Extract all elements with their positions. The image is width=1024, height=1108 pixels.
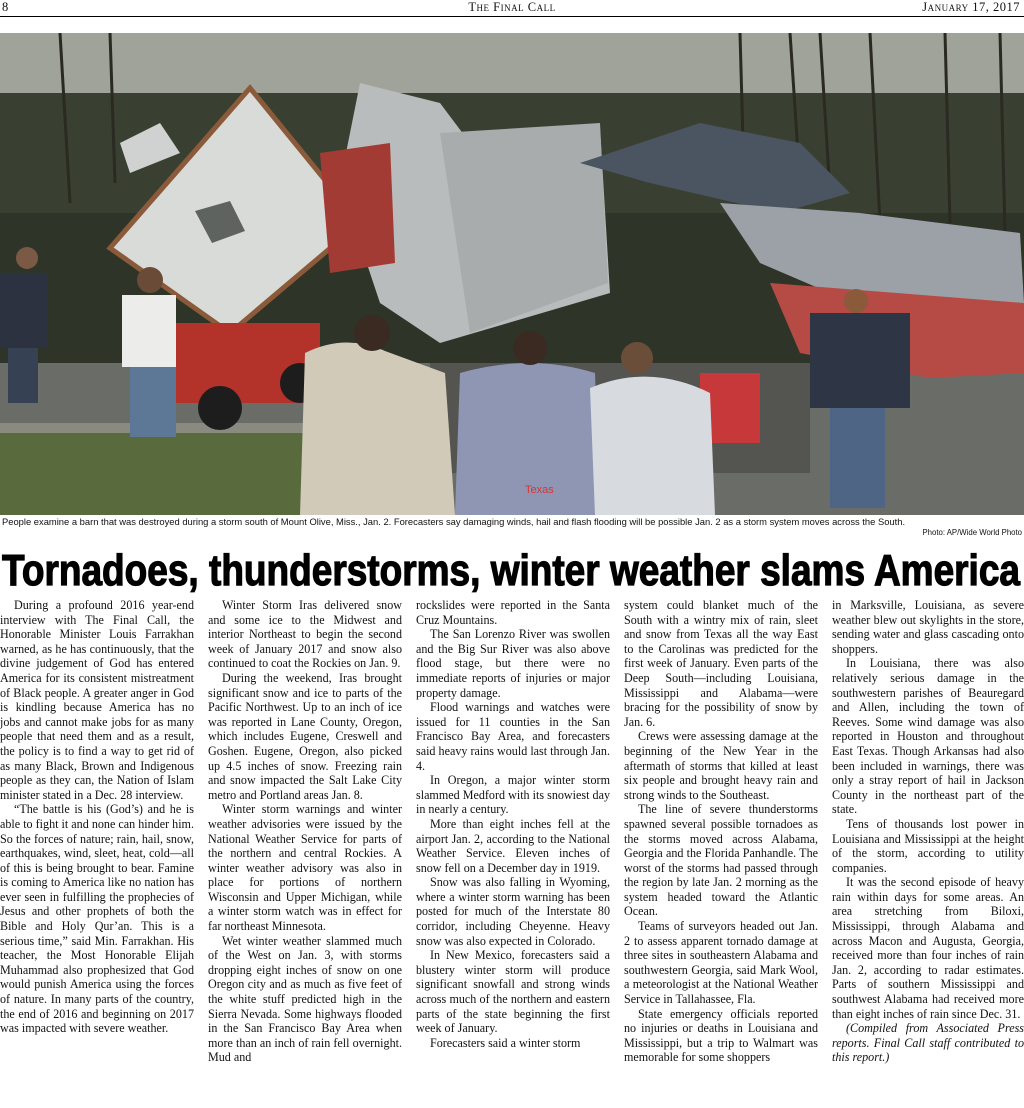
- paragraph: Snow was also falling in Wyoming, where a winter storm warning has been posted for much of the Interstate 80 corridor, including Cheyenne. Heavy snow was also expected in Colorado.: [416, 875, 610, 948]
- sweatshirt-lettering: Texas: [525, 484, 554, 496]
- paragraph: In Oregon, a major winter storm slammed Medford with its snowiest day in nearly a century.: [416, 773, 610, 817]
- paragraph: Teams of surveyors headed out Jan. 2 to assess apparent tornado damage at three sites in southeastern Alabama and southwestern Georgia, said Mark Wool, a meteorologist at the National Weather Service in Tallahassee, Fla.: [624, 919, 818, 1007]
- paragraph: In Louisiana, there was also relatively serious damage in the southwestern parishes of Beauregard and Allen, including the town of Reeves. Some wind damage was also reported in Houston and throughout East Texas. Though Arkansas had also been included in warnings, there was only a stray report of hail in Jackson County in the northeast part of the state.: [832, 656, 1024, 817]
- paragraph: Tens of thousands lost power in Louisiana and Mississippi at the height of the storm, according to utility companies.: [832, 816, 1024, 875]
- page-header: [0, 0, 1024, 17]
- photo-caption: People examine a barn that was destroyed during a storm south of Mount Olive, Miss., Jan. 2. Forecasters say damaging winds, hail and flash flooding will be possible Jan. 2 as a storm system moves across the South.: [2, 516, 906, 527]
- issue-date: January 17, 2017: [922, 0, 1020, 14]
- paragraph: The line of severe thunderstorms spawned several possible tornadoes as the storms moved across Alabama, Georgia and the Florida Panhandle. The worst of the storms had passed through the region by late Jan. 2 morning as the system headed toward the Atlantic Ocean.: [624, 802, 818, 919]
- photo-credit: Photo: AP/Wide World Photo: [922, 528, 1022, 537]
- paragraph: Wet winter weather slammed much of the West on Jan. 3, with storms dropping eight inches of snow on one Oregon city and as much as five feet of the white stuff predicted high in the Sierra Nevada. Some highways flooded in the San Francisco Bay Area when more than an inch of rain fell overnight. Mud and: [208, 933, 402, 1065]
- paragraph: During the weekend, Iras brought significant snow and ice to parts of the Pacific Northwest. Up to an inch of ice was reported in Lane County, Oregon, which includes Eugene, Creswell and Goshen. Eugene, Oregon, also picked up 4.5 inches of snow. Freezing rain and snow impacted the Salt Lake City metro and Portland areas Jan. 8.: [208, 670, 402, 802]
- paragraph: It was the second episode of heavy rain within days for some areas. An area stretching from Biloxi, Mississippi, through Alabama and across Macon and Augusta, Georgia, received more than four inches of rain Jan. 2, according to radar estimates. Parts of southern Mississippi and southwest Alabama had received more than eight inches of rain since Dec. 31.: [832, 875, 1024, 1021]
- paragraph: Crews were assessing damage at the beginning of the New Year in the aftermath of storms that killed at least six people and brought heavy rain and strong winds to the Southeast.: [624, 729, 818, 802]
- paragraph: During a profound 2016 year-end interview with The Final Call, the Honorable Minister Louis Farrakhan warned, as he has continuously, that the divine judgement of God has entered America for its consistent mistreatment of Black people. A greater anger in God is kindling because America has no jobs and cannot make jobs for as many people that need them and as a result, the policy is to find a way to get rid of as many Black, Brown and Indigenous people as they can, the Nation of Islam minister stated in a Dec. 28 interview.: [0, 598, 194, 802]
- paragraph: Winter storm warnings and winter weather advisories were issued by the National Weather Service for parts of the northern and central Rockies. A winter weather advisory was also in place for portions of northern Wisconsin and Upper Michigan, while a winter storm watch was in effect for far northeast Minnesota.: [208, 802, 402, 934]
- page-number: 8: [2, 0, 9, 14]
- paragraph: More than eight inches fell at the airport Jan. 2, according to the National Weather Service. Eleven inches of snow fell on a December day in 1919.: [416, 816, 610, 875]
- publication-name: The Final Call: [468, 0, 556, 14]
- paragraph: The San Lorenzo River was swollen and the Big Sur River was also above flood stage, but there were no immediate reports of injuries or major property damage.: [416, 627, 610, 700]
- article-column-4: [624, 598, 818, 1108]
- paragraph: Winter Storm Iras delivered snow and some ice to the Midwest and interior Northeast to begin the second week of January 2017 and snow also continued to coat the Rockies on Jan. 9.: [208, 598, 402, 671]
- paragraph: Forecasters said a winter storm: [430, 1035, 581, 1050]
- paragraph: rockslides were reported in the Santa Cruz Mountains.: [416, 598, 610, 627]
- paragraph: State emergency officials reported no injuries or deaths in Louisiana and Mississippi, but a trip to Walmart was memorable for some shoppers: [624, 1006, 818, 1065]
- paragraph: “The battle is his (God’s) and he is able to fight it and none can hinder him. So the forces of nature; rain, hail, snow, earthquakes, wind, sleet, heat, cold—all of this is being brought to bear. Famine is coming to America like no nation has ever seen in fulfilling the prophecies of Jesus and other prophets of both the Bible and Holy Qur’an. This is a serious time,” said Min. Farrakhan. His teacher, the Most Honorable Elijah Muhammad also prophesized that God would punish America using the forces of nature. In many parts of the country, the end of 2016 and beginning on 2017 was impacted with severe weather.: [0, 802, 194, 1036]
- article-column-2: [208, 598, 402, 1108]
- paragraph: In New Mexico, forecasters said a blustery winter storm will produce significant snowfall and strong winds across much of the northern and eastern parts of the state beginning the first week of January.: [416, 948, 610, 1036]
- headline: [0, 540, 1024, 594]
- paragraph: in Marksville, Louisiana, as severe weather blew out skylights in the store, sending water and glass cascading onto shoppers.: [832, 598, 1024, 656]
- paragraph: Flood warnings and watches were issued for 11 counties in the San Francisco Bay Area, and forecasters said heavy rains would last through Jan. 4.: [416, 700, 610, 773]
- article-column-5: [832, 598, 1024, 1108]
- article-column-3: [416, 598, 610, 1108]
- paragraph: system could blanket much of the South with a wintry mix of rain, sleet and snow from Texas all the way East to the Carolinas was predicted for the first week of January. Even parts of the Deep South—including Louisiana, Mississippi and Alabama—were bracing for the possibility of snow by Jan. 6.: [624, 598, 818, 729]
- article-column-1: [0, 598, 194, 1108]
- attribution-note: (Compiled from Associated Press reports. Final Call staff contributed to this report.): [832, 1021, 1024, 1065]
- headline-text: Tornadoes, thunderstorms, winter weather slams America: [2, 546, 1021, 594]
- storm-damage-photo: [0, 33, 1024, 515]
